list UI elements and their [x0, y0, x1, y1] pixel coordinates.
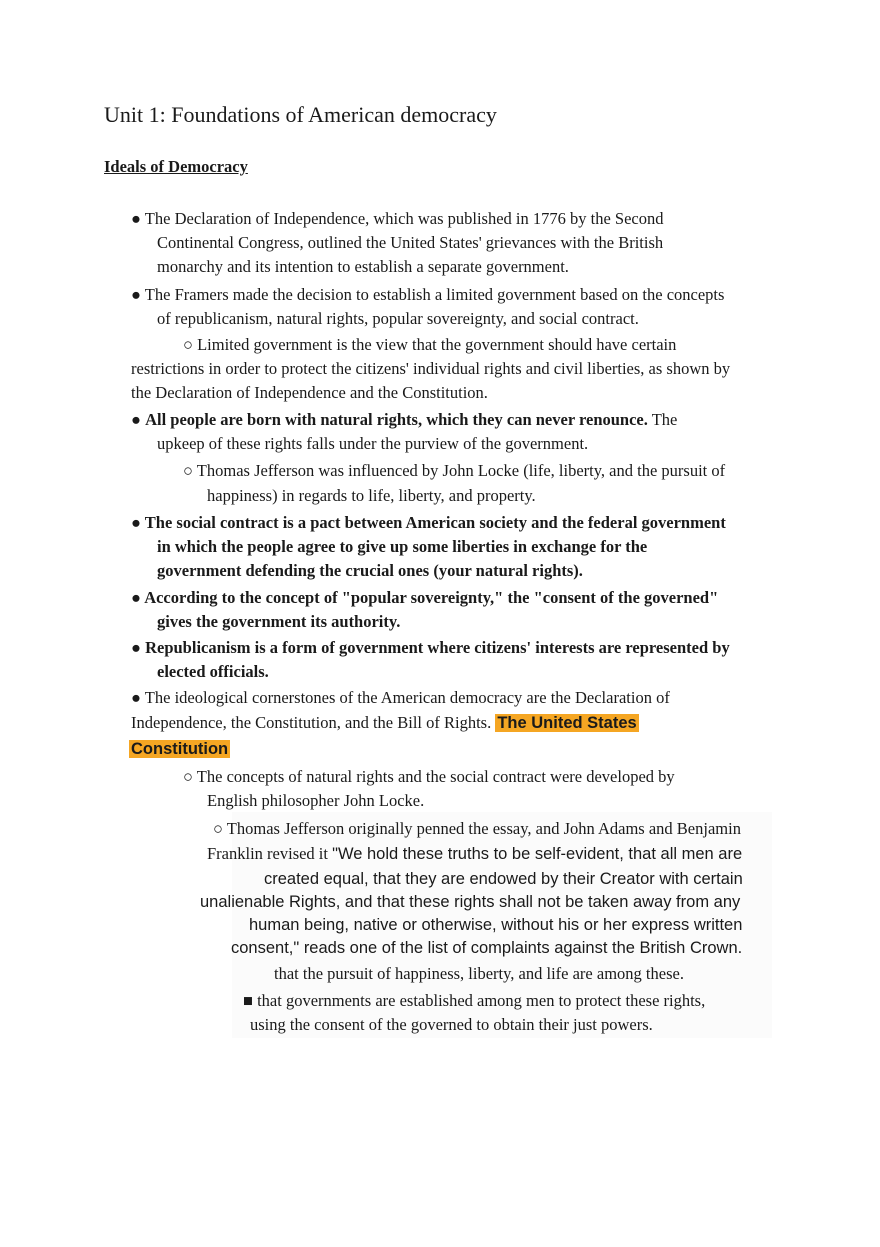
bullet-line: Continental Congress, outlined the United States' grievances with the British — [157, 233, 664, 252]
bullet-line: monarchy and its intention to establish a separate government. — [157, 257, 569, 276]
bullet-bold-text: All people are born with natural rights, which they can never renounce. — [145, 410, 648, 429]
bullet-republicanism — [131, 636, 730, 660]
quote-text: "We hold these truths to be self-evident, that all men are — [332, 845, 743, 863]
bullet-natural-rights — [131, 408, 677, 432]
bullet-text: The Declaration of Independence, which was published in 1776 by the Second — [144, 209, 664, 228]
highlighted-text: The United States — [497, 714, 637, 732]
bullet-text: The ideological cornerstones of the American democracy are the Declaration of — [144, 688, 670, 707]
bullet-glyph: ● — [131, 638, 141, 657]
bullet-line: gives the government its authority. — [157, 612, 401, 631]
square-bullet-governments — [243, 989, 705, 1013]
square-glyph: ■ — [243, 991, 253, 1010]
circle-glyph: ○ — [213, 819, 223, 838]
sub-text: Franklin revised it — [207, 844, 333, 863]
sub-line: that the pursuit of happiness, liberty, and life are among these. — [274, 964, 684, 983]
section-heading: Ideals of Democracy — [104, 157, 248, 176]
bullet-line — [129, 737, 230, 761]
bullet-line: government defending the crucial ones (your natural rights). — [157, 561, 583, 580]
square-line: using the consent of the governed to obtain their just powers. — [250, 1015, 653, 1034]
bullet-line: of republicanism, natural rights, popular sovereignty, and social contract. — [157, 309, 639, 328]
quote-line: human being, native or otherwise, without his or her express written — [249, 916, 743, 934]
sub-jefferson-locke — [183, 459, 725, 483]
bullet-glyph: ● — [131, 688, 141, 707]
sub-text: The concepts of natural rights and the social contract were developed by — [196, 767, 675, 786]
bullet-bold-text: According to the concept of "popular sovereignty," the "consent of the governed" — [144, 588, 719, 607]
sub-text: Thomas Jefferson was influenced by John Locke (life, liberty, and the pursuit of — [196, 461, 726, 480]
bullet-line — [131, 711, 639, 735]
bullet-bold-text: Republicanism is a form of government where citizens' interests are represented by — [145, 638, 730, 657]
bullet-line: upkeep of these rights falls under the purview of the government. — [157, 434, 589, 453]
sub-line: English philosopher John Locke. — [207, 791, 425, 810]
bullet-cornerstones — [131, 686, 670, 710]
bullet-glyph: ● — [131, 209, 141, 228]
bullet-glyph: ● — [131, 285, 141, 304]
bullet-glyph: ● — [131, 588, 141, 607]
bullet-text: The — [647, 410, 678, 429]
bullet-text: Independence, the Constitution, and the Bill of Rights. — [131, 713, 496, 732]
quote-line: consent," reads one of the list of complaints against the British Crown. — [231, 939, 743, 957]
bullet-line: elected officials. — [157, 662, 269, 681]
bullet-glyph: ● — [131, 410, 141, 429]
bullet-text: The Framers made the decision to establish a limited government based on the concepts — [144, 285, 725, 304]
sub-jefferson-essay — [213, 817, 741, 841]
page-title: Unit 1: Foundations of American democracy — [104, 102, 497, 127]
sub-locke-concepts — [183, 765, 675, 789]
bullet-framers — [131, 283, 724, 307]
sub-line — [207, 842, 742, 866]
bullet-glyph: ● — [131, 513, 141, 532]
sub-limited-government — [183, 333, 676, 357]
quote-line: created equal, that they are endowed by their Creator with certain — [264, 870, 743, 888]
sub-line: happiness) in regards to life, liberty, and property. — [207, 486, 536, 505]
bullet-social-contract — [131, 511, 726, 535]
sub-text: Thomas Jefferson originally penned the essay, and John Adams and Benjamin — [226, 819, 741, 838]
highlighted-text: Constitution — [131, 740, 229, 758]
sub-line: restrictions in order to protect the citizens' individual rights and civil liberties, as shown by — [131, 359, 731, 378]
quote-line: unalienable Rights, and that these rights shall not be taken away from any — [200, 893, 741, 911]
bullet-line: in which the people agree to give up some liberties in exchange for the — [157, 537, 648, 556]
sub-text: Limited government is the view that the government should have certain — [197, 335, 677, 354]
bullet-declaration — [131, 207, 663, 231]
bullet-bold-text: The social contract is a pact between American society and the federal government — [144, 513, 726, 532]
sub-line: the Declaration of Independence and the Constitution. — [131, 383, 488, 402]
circle-glyph: ○ — [183, 461, 193, 480]
circle-glyph: ○ — [183, 335, 193, 354]
square-text: that governments are established among men to protect these rights, — [257, 991, 706, 1010]
bullet-popular-sovereignty — [131, 586, 718, 610]
circle-glyph: ○ — [183, 767, 193, 786]
